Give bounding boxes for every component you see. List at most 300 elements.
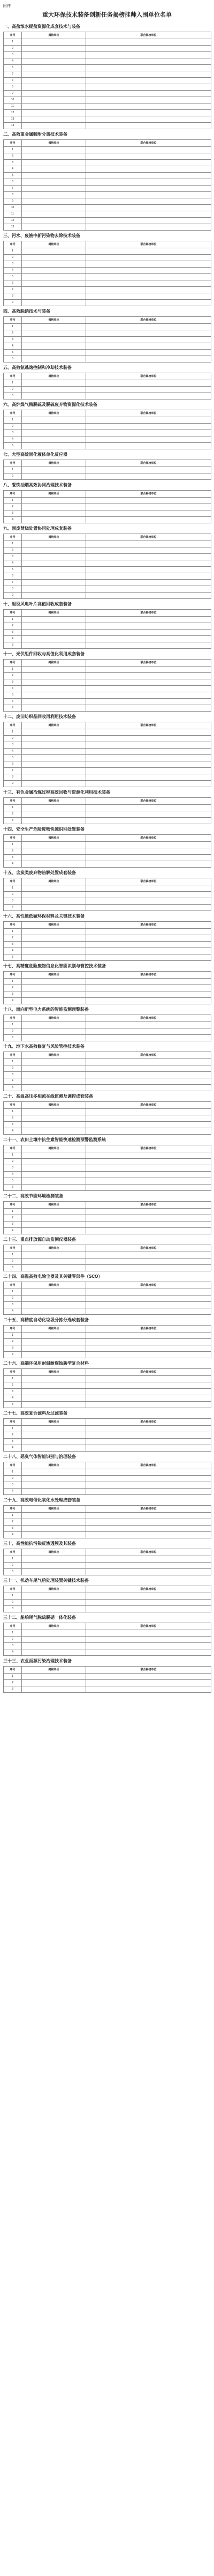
row-unit [86, 430, 211, 436]
table-row [4, 510, 211, 517]
row-name [22, 818, 86, 824]
section [3, 649, 211, 712]
row-unit [86, 1072, 211, 1078]
row-seq: 4 [4, 861, 22, 868]
table-row [4, 71, 211, 78]
row-name [22, 985, 86, 991]
row-name [22, 554, 86, 560]
row-seq: 1 [4, 1252, 22, 1259]
row-seq: 7 [4, 78, 22, 84]
row-unit [86, 1489, 211, 1495]
row-unit [86, 699, 211, 705]
section-title: 二十、高温高压多相流在线监测及调控成套装备 [3, 1094, 93, 1099]
row-seq: 3 [4, 1265, 22, 1271]
row-seq: 3 [4, 1526, 22, 1532]
row-unit [86, 65, 211, 71]
row-name [22, 642, 86, 649]
row-name [22, 761, 86, 768]
row-unit [86, 942, 211, 948]
header-seq: 序号 [4, 722, 22, 729]
row-unit [86, 110, 211, 116]
table-header-row [4, 835, 211, 842]
row-seq: 1 [4, 1630, 22, 1637]
row-unit [86, 1159, 211, 1165]
table-row [4, 1296, 211, 1302]
row-seq: 4 [4, 343, 22, 350]
row-seq: 4 [4, 268, 22, 274]
row-unit [86, 1302, 211, 1308]
table-row [4, 248, 211, 255]
section-title: 二十六、高端环保用耐温耐腐蚀新型复合材料 [3, 1361, 89, 1366]
row-seq: 4 [4, 686, 22, 692]
section [3, 1234, 211, 1271]
row-seq: 3 [4, 393, 22, 399]
row-unit [86, 1686, 211, 1693]
table-row [4, 1469, 211, 1476]
section [3, 231, 211, 306]
row-unit [86, 393, 211, 399]
section-table [3, 1623, 211, 1656]
table-row [4, 630, 211, 636]
table-header-row [4, 878, 211, 885]
row-unit [86, 1352, 211, 1358]
header-unit: 联合揭榜单位 [86, 610, 211, 617]
table-row [4, 642, 211, 649]
row-name [22, 1078, 86, 1085]
row-seq: 4 [4, 636, 22, 642]
row-seq: 1 [4, 1059, 22, 1065]
table-row [4, 742, 211, 749]
row-name [22, 1637, 86, 1643]
table-header-row [4, 1202, 211, 1209]
table-row [4, 842, 211, 848]
row-name [22, 417, 86, 424]
row-name [22, 97, 86, 103]
table-header-row [4, 1586, 211, 1593]
row-name [22, 1085, 86, 1091]
table-row [4, 1152, 211, 1159]
row-name [22, 510, 86, 517]
row-unit [86, 443, 211, 449]
header-unit: 联合揭榜单位 [86, 140, 211, 147]
table-row [4, 898, 211, 905]
table-row [4, 1519, 211, 1526]
section-table [3, 797, 211, 824]
header-unit: 联合揭榜单位 [86, 1586, 211, 1593]
header-name: 揭榜单位 [22, 835, 86, 842]
table-row [4, 255, 211, 261]
row-unit [86, 58, 211, 65]
row-unit [86, 567, 211, 573]
row-unit [86, 554, 211, 560]
table-row [4, 729, 211, 736]
row-name [22, 84, 86, 91]
row-name [22, 1065, 86, 1072]
section-title: 三十三、农业面源污染治理技术装备 [3, 1659, 72, 1663]
row-unit [86, 855, 211, 861]
row-seq: 3 [4, 1072, 22, 1078]
row-name [22, 692, 86, 699]
row-unit [86, 935, 211, 942]
row-unit [86, 749, 211, 755]
row-seq: 4 [4, 1078, 22, 1085]
row-seq: 2 [4, 1519, 22, 1526]
row-seq: 13 [4, 224, 22, 231]
table-row [4, 324, 211, 330]
row-name [22, 1606, 86, 1612]
row-unit [86, 268, 211, 274]
section-table [3, 1015, 211, 1041]
section [3, 1452, 211, 1495]
section [3, 1135, 211, 1191]
row-seq: 8 [4, 774, 22, 781]
row-name [22, 1476, 86, 1482]
row-name [22, 198, 86, 205]
row-name [22, 1630, 86, 1637]
row-unit [86, 679, 211, 686]
section-table [3, 1245, 211, 1271]
row-unit [86, 255, 211, 261]
table-row [4, 679, 211, 686]
row-seq: 4 [4, 905, 22, 911]
section-table [3, 1052, 211, 1091]
row-unit [86, 1389, 211, 1395]
table-row [4, 103, 211, 110]
row-seq: 1 [4, 885, 22, 892]
row-seq: 4 [4, 1395, 22, 1402]
section [3, 1495, 211, 1538]
row-name [22, 1122, 86, 1128]
header-seq: 序号 [4, 460, 22, 467]
row-unit [86, 979, 211, 985]
row-name [22, 436, 86, 443]
section [3, 787, 211, 824]
row-seq: 2 [4, 1159, 22, 1165]
row-seq: 3 [4, 554, 22, 560]
section-table [3, 534, 211, 599]
row-unit [86, 300, 211, 306]
table-row [4, 1228, 211, 1234]
table-row [4, 593, 211, 599]
table-row [4, 586, 211, 593]
section-title: 八、餐饮油烟高效协同治理技术装备 [3, 483, 72, 487]
row-name [22, 560, 86, 567]
row-unit [86, 630, 211, 636]
table-row [4, 1085, 211, 1091]
row-name [22, 424, 86, 430]
section [3, 1271, 211, 1315]
row-seq: 2 [4, 387, 22, 393]
row-unit [86, 1289, 211, 1296]
row-name [22, 1445, 86, 1452]
row-seq: 2 [4, 330, 22, 337]
header-name: 揭榜单位 [22, 534, 86, 541]
table-row [4, 1035, 211, 1041]
section [3, 129, 211, 231]
row-seq: 6 [4, 71, 22, 78]
header-name: 揭榜单位 [22, 798, 86, 805]
section [3, 961, 211, 1004]
table-row [4, 287, 211, 293]
table-row [4, 430, 211, 436]
row-seq: 2 [4, 848, 22, 855]
row-name [22, 742, 86, 749]
header-unit: 联合揭榜单位 [86, 1326, 211, 1333]
row-seq: 3 [4, 1439, 22, 1445]
row-name [22, 1402, 86, 1408]
header-seq: 序号 [4, 1462, 22, 1469]
row-unit [86, 274, 211, 280]
section [3, 306, 211, 362]
row-unit [86, 736, 211, 742]
table-header-row [4, 534, 211, 541]
row-unit [86, 343, 211, 350]
row-unit [86, 356, 211, 362]
row-seq: 12 [4, 110, 22, 116]
row-unit [86, 116, 211, 123]
row-name [22, 679, 86, 686]
row-seq: 1 [4, 1556, 22, 1563]
table-row [4, 699, 211, 705]
section-title: 十一、光伏组件回收与高值化利用成套装备 [3, 652, 85, 656]
row-unit [86, 91, 211, 97]
row-seq: 7 [4, 768, 22, 774]
row-seq: 14 [4, 123, 22, 129]
row-seq: 1 [4, 805, 22, 811]
row-name [22, 567, 86, 573]
row-seq: 2 [4, 935, 22, 942]
table-row [4, 97, 211, 103]
row-seq: 5 [4, 1402, 22, 1408]
table-row [4, 1376, 211, 1382]
table-header-row [4, 1462, 211, 1469]
header-seq: 序号 [4, 534, 22, 541]
table-row [4, 198, 211, 205]
table-row [4, 892, 211, 898]
table-header-row [4, 922, 211, 929]
row-unit [86, 729, 211, 736]
row-seq: 4 [4, 517, 22, 523]
section-title: 二十七、高效复合滤料及过滤装备 [3, 1411, 67, 1416]
row-seq: 3 [4, 1606, 22, 1612]
row-seq: 1 [4, 979, 22, 985]
table-row [4, 1526, 211, 1532]
table-row [4, 979, 211, 985]
table-row [4, 52, 211, 58]
header-seq: 序号 [4, 410, 22, 417]
row-unit [86, 998, 211, 1004]
row-seq: 1 [4, 617, 22, 623]
row-unit [86, 686, 211, 692]
row-seq: 9 [4, 198, 22, 205]
row-seq: 3 [4, 1165, 22, 1172]
row-unit [86, 848, 211, 855]
row-unit [86, 1296, 211, 1302]
row-name [22, 1296, 86, 1302]
row-name [22, 123, 86, 129]
header-name: 揭榜单位 [22, 1052, 86, 1059]
row-unit [86, 1643, 211, 1649]
table-row [4, 749, 211, 755]
row-name [22, 179, 86, 186]
section-title: 三十、高性能抗污染反渗透膜及其装备 [3, 1541, 76, 1546]
section-table [3, 1549, 211, 1575]
header-name: 揭榜单位 [22, 878, 86, 885]
row-seq: 5 [4, 755, 22, 761]
row-seq: 2 [4, 1476, 22, 1482]
row-unit [86, 1345, 211, 1352]
table-row [4, 1059, 211, 1065]
row-unit [86, 1122, 211, 1128]
row-unit [86, 768, 211, 774]
row-unit [86, 71, 211, 78]
row-unit [86, 211, 211, 218]
row-name [22, 1643, 86, 1649]
header-unit: 联合揭榜单位 [86, 241, 211, 248]
section [3, 1315, 211, 1358]
table-row [4, 1022, 211, 1028]
row-name [22, 58, 86, 65]
table-header-row [4, 460, 211, 467]
row-unit [86, 436, 211, 443]
row-name [22, 935, 86, 942]
header-seq: 序号 [4, 1419, 22, 1426]
row-name [22, 1035, 86, 1041]
row-unit [86, 1185, 211, 1191]
row-unit [86, 517, 211, 523]
row-unit [86, 205, 211, 211]
row-name [22, 954, 86, 961]
row-unit [86, 761, 211, 768]
row-name [22, 261, 86, 268]
row-seq: 8 [4, 586, 22, 593]
table-row [4, 211, 211, 218]
section-title: 二十一、农田土壤中抗生素智能快速检测预警监测系统 [3, 1137, 106, 1142]
row-name [22, 1513, 86, 1519]
row-seq: 2 [4, 623, 22, 630]
header-unit: 联合揭榜单位 [86, 660, 211, 667]
row-unit [86, 173, 211, 179]
row-name [22, 1265, 86, 1271]
section-title: 十八、面向新型电力系统的智能监测预警装备 [3, 1007, 89, 1012]
row-unit [86, 1556, 211, 1563]
row-name [22, 1439, 86, 1445]
header-seq: 序号 [4, 241, 22, 248]
row-seq: 2 [4, 153, 22, 160]
row-seq: 1 [4, 1513, 22, 1519]
row-seq: 9 [4, 300, 22, 306]
row-name [22, 1165, 86, 1172]
table-row [4, 1630, 211, 1637]
table-row [4, 667, 211, 673]
row-unit [86, 617, 211, 623]
row-name [22, 173, 86, 179]
header-seq: 序号 [4, 878, 22, 885]
row-name [22, 1109, 86, 1115]
row-unit [86, 84, 211, 91]
table-header-row [4, 1369, 211, 1376]
section-title: 七、大型高效固化液体单化反应器 [3, 452, 67, 457]
row-name [22, 1222, 86, 1228]
table-row [4, 1128, 211, 1135]
table-row [4, 1637, 211, 1643]
header-unit: 联合揭榜单位 [86, 1052, 211, 1059]
row-unit [86, 1078, 211, 1085]
row-unit [86, 774, 211, 781]
row-seq: 7 [4, 287, 22, 293]
row-unit [86, 781, 211, 787]
row-unit [86, 153, 211, 160]
row-unit [86, 1115, 211, 1122]
header-name: 揭榜单位 [22, 1282, 86, 1289]
table-header-row [4, 1052, 211, 1059]
table-row [4, 1065, 211, 1072]
row-seq: 2 [4, 1296, 22, 1302]
row-seq: 3 [4, 1222, 22, 1228]
row-name [22, 573, 86, 580]
row-unit [86, 1259, 211, 1265]
table-row [4, 160, 211, 166]
row-name [22, 473, 86, 480]
table-row [4, 147, 211, 153]
row-name [22, 280, 86, 287]
table-row [4, 818, 211, 824]
table-row [4, 736, 211, 742]
row-seq: 6 [4, 573, 22, 580]
row-seq: 13 [4, 116, 22, 123]
row-name [22, 1382, 86, 1389]
row-seq: 5 [4, 692, 22, 699]
section-title: 十三、有色金属冶炼过程高效回收与资源化利用技术装备 [3, 790, 110, 795]
section [3, 449, 211, 480]
row-unit [86, 1426, 211, 1432]
row-seq: 2 [4, 504, 22, 510]
row-name [22, 1333, 86, 1339]
table-row [4, 1259, 211, 1265]
header-unit: 联合揭榜单位 [86, 1419, 211, 1426]
row-seq: 2 [4, 1563, 22, 1569]
table-row [4, 1078, 211, 1085]
row-name [22, 861, 86, 868]
row-unit [86, 1439, 211, 1445]
row-name [22, 393, 86, 399]
row-unit [86, 929, 211, 935]
table-row [4, 1178, 211, 1185]
row-name [22, 1686, 86, 1693]
table-row [4, 153, 211, 160]
table-row [4, 380, 211, 387]
row-unit [86, 78, 211, 84]
section-title: 十九、地下水高效修复与风险管控技术装备 [3, 1044, 85, 1049]
row-name [22, 768, 86, 774]
section-title: 十六、高性能低碳环保材料及关键技术装备 [3, 914, 85, 919]
table-row [4, 554, 211, 560]
row-unit [86, 1059, 211, 1065]
header-name: 揭榜单位 [22, 460, 86, 467]
row-name [22, 147, 86, 153]
table-row [4, 1345, 211, 1352]
row-seq: 2 [4, 1382, 22, 1389]
row-name [22, 337, 86, 343]
table-row [4, 417, 211, 424]
row-name [22, 255, 86, 261]
row-seq: 4 [4, 1649, 22, 1656]
table-row [4, 443, 211, 449]
table-row [4, 1308, 211, 1315]
row-seq: 4 [4, 1172, 22, 1178]
header-seq: 序号 [4, 660, 22, 667]
row-name [22, 781, 86, 787]
